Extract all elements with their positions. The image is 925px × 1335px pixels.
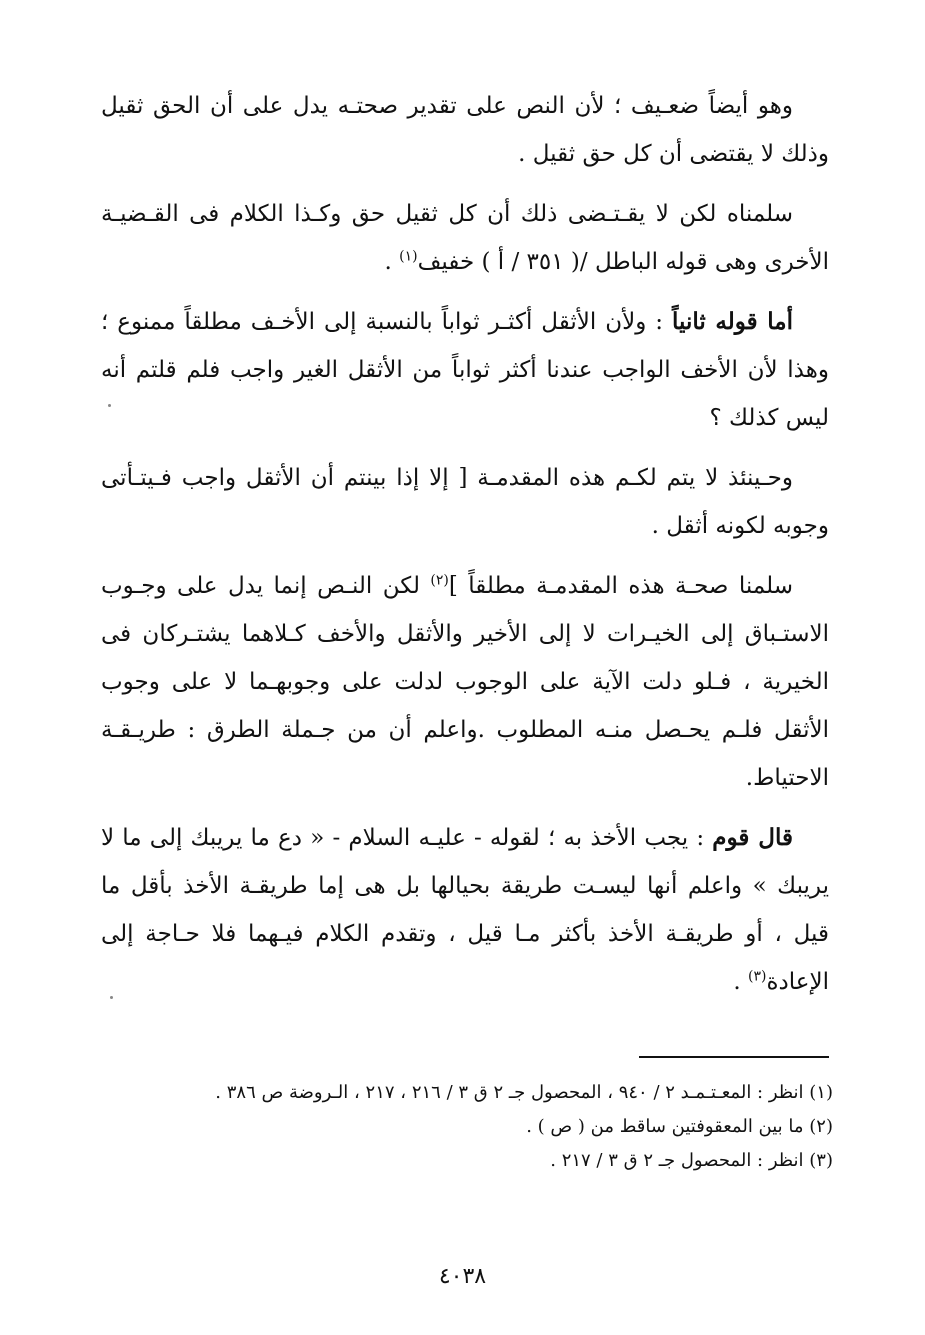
paragraph-lead: أما قوله ثانياً: [672, 308, 793, 335]
paragraph-text: وهو أيضاً ضعـيف ؛ لأن النص على تقدير صحتـه يدل على أن الحق ثقيل وذلك لا يقتضى أن كل حق ثقيل .: [101, 93, 829, 167]
paragraph-text: : يجب الأخذ به ؛ لقوله - عليـه السلام - « دع ما يريبك إلى ما لا يريبك » واعلم أنها ليسـت طريقة بحيالها بل هى إما طريقـة الأخذ بأقل ما قيل ، أو طريقـة الأخذ بأكثر مـا قيل ، وتقدم الكلام فيـهما فلا حـاجة إلى الإعادة: [101, 825, 829, 995]
paragraph-6: [101, 814, 829, 1006]
paragraph-text-end: لكن النـص إنما يدل على وجـوب الاستـباق إلى الخيـرات لا إلى الأخير والأثقل والأخف كـلاهما يشتـركان فى الخيرية ، فـلو دلت الآية على الوجوب لدلت على وجوبهـما لا على وجوب الأثقل فلـم يحـصل منـه المطلوب .واعلم أن من جـملة الطرق : طريـقـة الاحتياط.: [101, 573, 829, 791]
paragraph-5: [101, 562, 829, 802]
footnote-separator: [639, 1056, 829, 1058]
paragraph-text: سلمنا صحـة هذه المقدمـة مطلقاً ]: [448, 573, 793, 599]
paragraph-text-end: .: [384, 249, 400, 275]
paragraph-lead: قال قوم: [712, 824, 794, 851]
paragraph-text: وحـينئذ لا يتم لكـم هذه المقدمـة [ إلا إذا بينتم أن الأثقل واجب فـيتـأتى وجوبه لكونه أثقل .: [101, 465, 829, 539]
scan-speck: [110, 996, 113, 999]
main-text: [101, 82, 829, 1018]
paragraph-text: : ولأن الأثقل أكثـر ثواباً بالنسبة إلى الأخـف مطلقاً ممنوع ؛ وهذا لأن الأخف الواجب عندنا أكثر ثواباً من الأثقل الغير واجب فلم قلتم أنه ليس كذلك ؟: [101, 309, 829, 431]
footnote-reference-1[interactable]: (١): [399, 248, 418, 265]
paragraph-1: [101, 82, 829, 178]
footnote-reference-3[interactable]: (٣): [748, 968, 767, 985]
scan-speck: [108, 404, 111, 407]
page-number: ٤٠٣٨: [438, 1264, 487, 1289]
paragraph-3: [101, 298, 829, 442]
footnote-reference-2[interactable]: (٢): [430, 572, 449, 589]
footnote-3: (٣) انظر : المحصول جـ ٢ ق ٣ / ٢١٧ .: [550, 1150, 833, 1171]
footnotes-section: [113, 1076, 833, 1178]
paragraph-text-end: .: [733, 969, 748, 995]
footnote-2: (٢) ما بين المعقوفتين ساقط من ( ص ) .: [526, 1116, 833, 1137]
paragraph-2: [101, 190, 829, 286]
footnote-1: (١) انظر : المعـتـمـد ٢ / ٩٤٠ ، المحصول جـ ٢ ق ٣ / ٢١٦ ، ٢١٧ ، الـروضة ص ٣٨٦ .: [215, 1082, 833, 1103]
paragraph-text: سلمناه لكن لا يقـتـضى ذلك أن كل ثقيل حق وكـذا الكلام فى القـضيـة الأخرى وهى قوله الباطل /( ٣٥١ / أ ) خفيف: [101, 201, 829, 275]
paragraph-4: [101, 454, 829, 550]
